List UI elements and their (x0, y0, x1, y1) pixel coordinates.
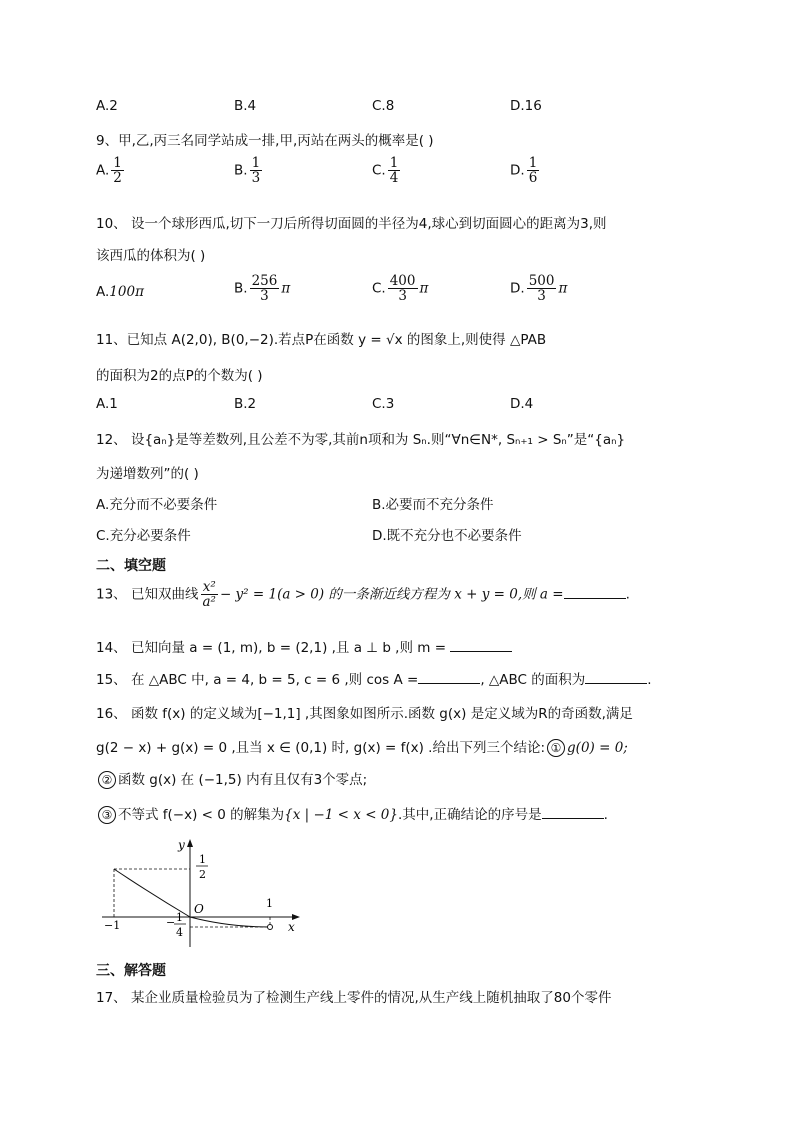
one-label: 1 (266, 897, 273, 910)
q10-stem-line2: 该西瓜的体积为( ) (96, 248, 206, 264)
q12-option-a: A.充分而不必要条件 (96, 497, 218, 513)
origin-label: O (194, 902, 204, 916)
q15-stem: 15、 在 △ABC 中, a = 4, b = 5, c = 6 ,则 cos A = , △ABC 的面积为 . (96, 672, 652, 688)
section-answer-heading: 三、解答题 (96, 963, 166, 979)
quarter-num: 1 (176, 911, 183, 924)
q9-option-c: C. $\frac{1}{4}$ (372, 155, 399, 186)
q11-option-d: D.4 (510, 396, 534, 412)
open-endpoint (268, 925, 273, 930)
q15-answer-blank-2[interactable] (585, 671, 647, 684)
q8-option-b: B.4 (234, 98, 257, 114)
function-curve (114, 869, 270, 927)
q10-stem-line1: 10、 设一个球形西瓜,切下一刀后所得切面圆的半径为4,球心到切面圆心的距离为3,则 (96, 216, 607, 232)
q14-answer-blank[interactable] (450, 639, 512, 652)
section-fill-in-heading: 二、填空题 (96, 558, 166, 574)
q9-option-b: B. $\frac{1}{3}$ (234, 155, 261, 186)
q15-answer-blank-1[interactable] (418, 671, 480, 684)
q8-options (96, 98, 736, 128)
q11-options (96, 396, 736, 426)
q16-stem-line1: 16、 函数 f(x) 的定义域为[−1,1] ,其图象如图所示.函数 g(x) 是定义域为R的奇函数,满足 (96, 706, 633, 722)
q16-stem-line2: g(2 − x) + g(x) = 0 ,且当 x ∈ (0,1) 时, g(x) = f(x) .给出下列三个结论: ① g(0) = 0; (96, 740, 628, 756)
q8-option-a: A.2 (96, 98, 118, 114)
conclusion-3-marker: ③ (98, 806, 116, 824)
y-axis-label: y (178, 838, 185, 852)
q16-conclusion-3: ③ 不等式 f(−x) < 0 的解集为{x | −1 < x < 0}.其中,正确结论的序号是 . (96, 803, 608, 824)
q12-option-d: D.既不充分也不必要条件 (372, 528, 522, 544)
q16-answer-blank[interactable] (542, 806, 604, 819)
conclusion-2-marker: ② (98, 771, 116, 789)
q13-answer-blank[interactable] (564, 586, 626, 599)
y-axis-arrow (187, 839, 193, 847)
q12-stem-line2: 为递增数列”的( ) (96, 466, 199, 482)
q8-option-d: D.16 (510, 98, 542, 114)
q10-option-b: B. $\frac{256}{3}$ π (234, 273, 291, 304)
q14-stem: 14、 已知向量 a = (1, m), b = (2,1) ,且 a ⊥ b ,则 m = (96, 636, 512, 656)
q11-option-c: C.3 (372, 396, 395, 412)
q13-stem: 13、 已知双曲线 $\frac{\text{x²}}{\text{a²}}$ − y² = 1(a > 0) 的一条渐近线方程为 x + y = 0,则 a = . (96, 579, 630, 610)
quarter-den: 4 (176, 926, 183, 939)
quarter-sign: − (166, 916, 176, 929)
q9-option-a: A. $\frac{1}{2}$ (96, 155, 122, 186)
q11-stem-line1: 11、已知点 A(2,0), B(0,−2).若点P在函数 y = √x 的图象上,则使得 △PAB (96, 332, 547, 348)
q9-options (96, 156, 736, 196)
q11-option-a: A.1 (96, 396, 118, 412)
q10-option-a: A.100π (96, 284, 144, 300)
q12-option-b: B.必要而不充分条件 (372, 497, 494, 513)
q9-stem: 9、甲,乙,丙三名同学站成一排,甲,丙站在两头的概率是( ) (96, 133, 434, 149)
neg-one-label: −1 (104, 919, 121, 932)
q11-option-b: B.2 (234, 396, 257, 412)
half-num: 1 (199, 853, 206, 866)
function-graph (98, 835, 308, 955)
q11-stem-line2: 的面积为2的点P的个数为( ) (96, 368, 263, 384)
q16-conclusion-2: ② 函数 g(x) 在 (−1,5) 内有且仅有3个零点; (96, 768, 367, 789)
q8-option-c: C.8 (372, 98, 395, 114)
q10-option-c: C. $\frac{400}{3}$ π (372, 273, 429, 304)
x-axis-label: x (288, 920, 295, 934)
q17-stem: 17、 某企业质量检验员为了检测生产线上零件的情况,从生产线上随机抽取了80个零件 (96, 990, 612, 1006)
q10-option-d: D. $\frac{500}{3}$ π (510, 273, 568, 304)
conclusion-1-marker: ① (547, 739, 565, 757)
q12-option-c: C.充分必要条件 (96, 528, 191, 544)
half-den: 2 (199, 868, 206, 881)
q9-option-d: D. $\frac{1}{6}$ (510, 155, 538, 186)
q12-stem-line1: 12、 设{aₙ}是等差数列,且公差不为零,其前n项和为 Sₙ.则“∀n∈N*, Sₙ₊₁ > Sₙ”是“{aₙ} (96, 432, 626, 448)
q10-options (96, 274, 736, 314)
